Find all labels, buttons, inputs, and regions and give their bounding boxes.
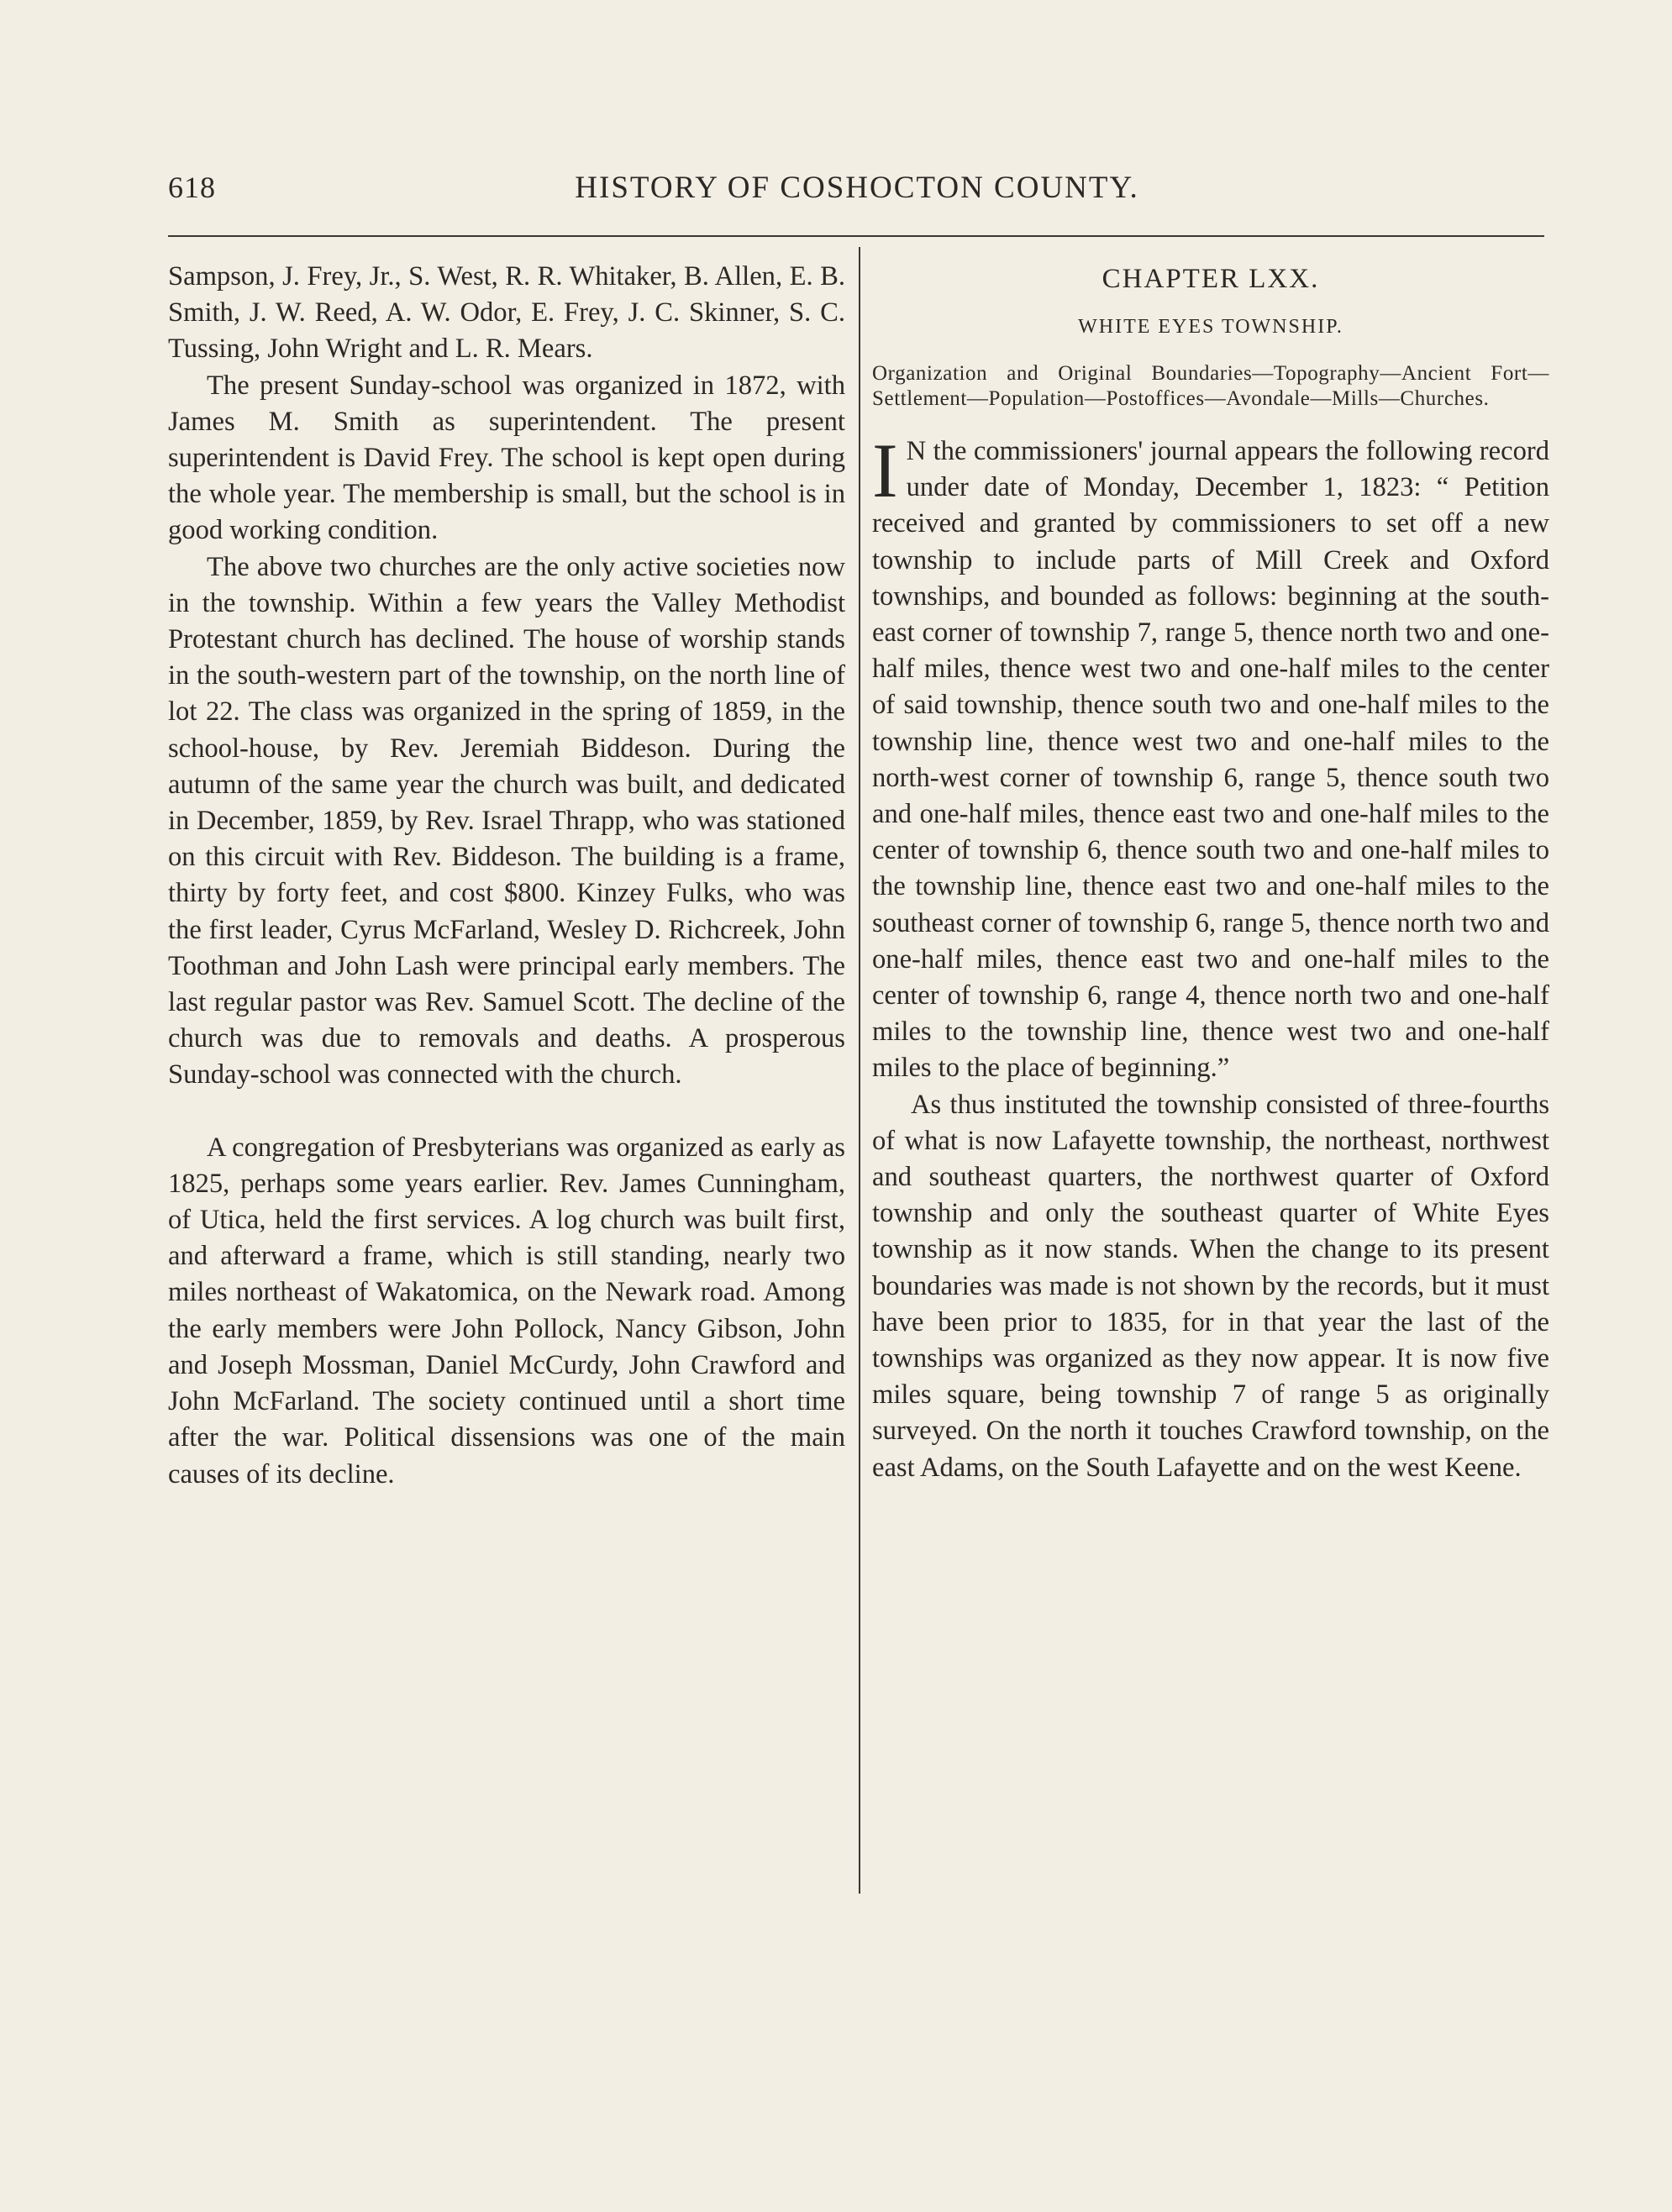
chapter-title: CHAPTER LXX. [1102, 264, 1320, 294]
right-column [872, 259, 1549, 1486]
paragraph: The above two churches are the only active societies now in the township. Within a few years the Valley Methodist Protestant church has declined. The house of worship stands in the south-western part of the township, on the north line of lot 22. The class was organized in the spring of 1859, in the school-house, by Rev. Jeremiah Biddeson. During the autumn of the same year the church was built, and dedicated in December, 1859, by Rev. Israel Thrapp, who was stationed on this circuit with Rev. Biddeson. The building is a frame, thirty by forty feet, and cost $800. Kinzey Fulks, who was the first leader, Cyrus McFarland, Wesley D. Richcreek, John Toothman and John Lash were principal early members. The last regular pastor was Rev. Samuel Scott. The decline of the church was due to removals and deaths. A prosperous Sunday-school was connected with the church. [168, 551, 845, 1090]
opening-text: N the commissioners' journal appears the following record under date of Monday, December 1, 1823: “ Petition received and granted by commissioners to set off a new township to include parts of Mill Creek and Oxford townships, and bounded as follows: beginning at the south-east corner of township 7, range 5, thence north two and one-half miles, thence west two and one-half miles to the center of said township, thence south two and one-half miles to the township line, thence west two and one-half miles to the north-west corner of township 6, range 5, thence south two and one-half miles, thence east two and one-half miles to the center of township 6, thence south two and one-half miles to the township line, thence east two and one-half miles to the southeast corner of township 6, range 5, thence north two and one-half miles, thence east two and one-half miles to the center of township 6, range 4, thence north two and one-half miles to the township line, thence west two and one-half miles to the place of beginning.” [872, 436, 1549, 1084]
opening-paragraph [872, 428, 1549, 1087]
page-number: 618 [168, 171, 216, 204]
page-header [168, 170, 1546, 220]
left-column [168, 259, 845, 1493]
chapter-synopsis: Organization and Original Boundaries—Topography—Ancient Fort—Settlement—Population—Postoffices—Avondale—Mills—Churches. [872, 362, 1549, 410]
paragraph: Sampson, J. Frey, Jr., S. West, R. R. Whitaker, B. Allen, E. B. Smith, J. W. Reed, A. W. Odor, E. Frey, J. C. Skinner, S. C. Tussing, John Wright and L. R. Mears. [168, 261, 845, 365]
paragraph: A congregation of Presbyterians was organized as early as 1825, perhaps some years earlier. Rev. James Cunningham, of Utica, held the first services. A log church was built first, and afterward a frame, which is still standing, nearly two miles northeast of Wakatomica, on the Newark road. Among the early members were John Pollock, Nancy Gibson, John and Joseph Mossman, Daniel McCurdy, John Crawford and John McFarland. The society continued until a short time after the war. Political dissensions was one of the main causes of its decline. [168, 1132, 845, 1490]
column-divider [859, 247, 860, 1894]
paragraph: As thus instituted the township consisted of three-fourths of what is now Lafayette township, the northeast, northwest and southeast quarters, the northwest quarter of Oxford township and only the southeast quarter of White Eyes township as it now stands. When the change to its present boundaries was made is not shown by the records, but it must have been prior to 1835, for in that year the last of the townships was organized as they now appear. It is now five miles square, being township 7 of range 5 as originally surveyed. On the north it touches Crawford township, on the east Adams, on the South Lafayette and on the west Keene. [872, 1089, 1549, 1483]
running-title: HISTORY OF COSHOCTON COUNTY. [575, 171, 1139, 205]
chapter-subtitle: WHITE EYES TOWNSHIP. [1078, 316, 1343, 338]
drop-cap: I [872, 428, 898, 513]
paragraph: The present Sunday-school was organized in 1872, with James M. Smith as superintendent. The present superintendent is David Frey. The school is kept open during the whole year. The membership is small, but the school is in good working condition. [168, 370, 845, 546]
header-rule [168, 235, 1544, 237]
